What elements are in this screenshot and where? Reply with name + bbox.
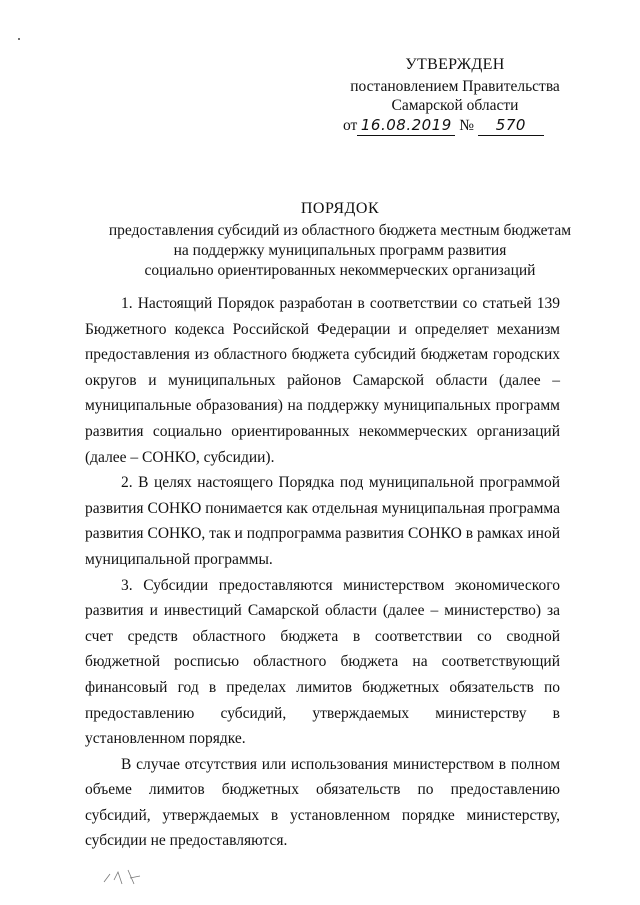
scan-scribble-mark xyxy=(100,862,150,890)
handwritten-number: 570 xyxy=(495,116,526,134)
approval-stamp-block xyxy=(330,55,580,136)
document-body xyxy=(85,291,560,854)
paragraph-1: 1. Настоящий Порядок разработан в соответствии со статьей 139 Бюджетного кодекса Российской Федерации и определяет механизм предоставления из областного бюджета субсидий бюджетам городских округов и муниципальных районов Самарской области (далее – муниципальные образования) на поддержку муниципальных программ развития социально ориентированных некоммерческих организаций (далее – СОНКО, субсидии). xyxy=(85,295,560,466)
scan-specks xyxy=(18,38,24,44)
heading-line-1: предоставления субсидий из областного бюджета местным бюджетам xyxy=(108,222,572,239)
date-field xyxy=(357,116,455,136)
heading-title: ПОРЯДОК xyxy=(300,200,380,217)
approval-line-2: Самарской области xyxy=(391,97,519,114)
number-sign: № xyxy=(459,117,474,134)
heading-line-3: социально ориентированных некоммерческих организаций xyxy=(144,262,536,279)
scan-speck xyxy=(18,38,20,40)
number-field xyxy=(478,116,544,136)
heading-line-2: на поддержку муниципальных программ развития xyxy=(173,242,507,259)
date-prefix: от xyxy=(343,117,358,134)
approval-title: УТВЕРЖДЕН xyxy=(405,56,505,73)
paragraph-4: В случае отсутствия или использования министерством в полном объеме лимитов бюджетных обязательств по предоставлению субсидий, утверждаемых в установленном порядке министерству, субсидии не предоставляются. xyxy=(85,755,560,850)
document-heading xyxy=(60,199,620,281)
handwritten-date: 16.08.2019 xyxy=(360,116,452,134)
approval-line-1: постановлением Правительства xyxy=(350,78,560,95)
paragraph-3: 3. Субсидии предоставляются министерством экономического развития и инвестиций Самарской области (далее – министерство) за счет средств областного бюджета в соответствии со сводной бюджетной росписью областного бюджета на соответствующий финансовый год в пределах лимитов бюджетных обязательств по предоставлению субсидий, утверждаемых министерству в установленном порядке. xyxy=(85,576,560,748)
approval-date-number-line xyxy=(330,116,580,136)
paragraph-2: 2. В целях настоящего Порядка под муниципальной программой развития СОНКО понимается как отдельная муниципальная программа развития СОНКО, так и подпрограмма развития СОНКО в рамках иной муниципальной программы. xyxy=(85,474,560,568)
